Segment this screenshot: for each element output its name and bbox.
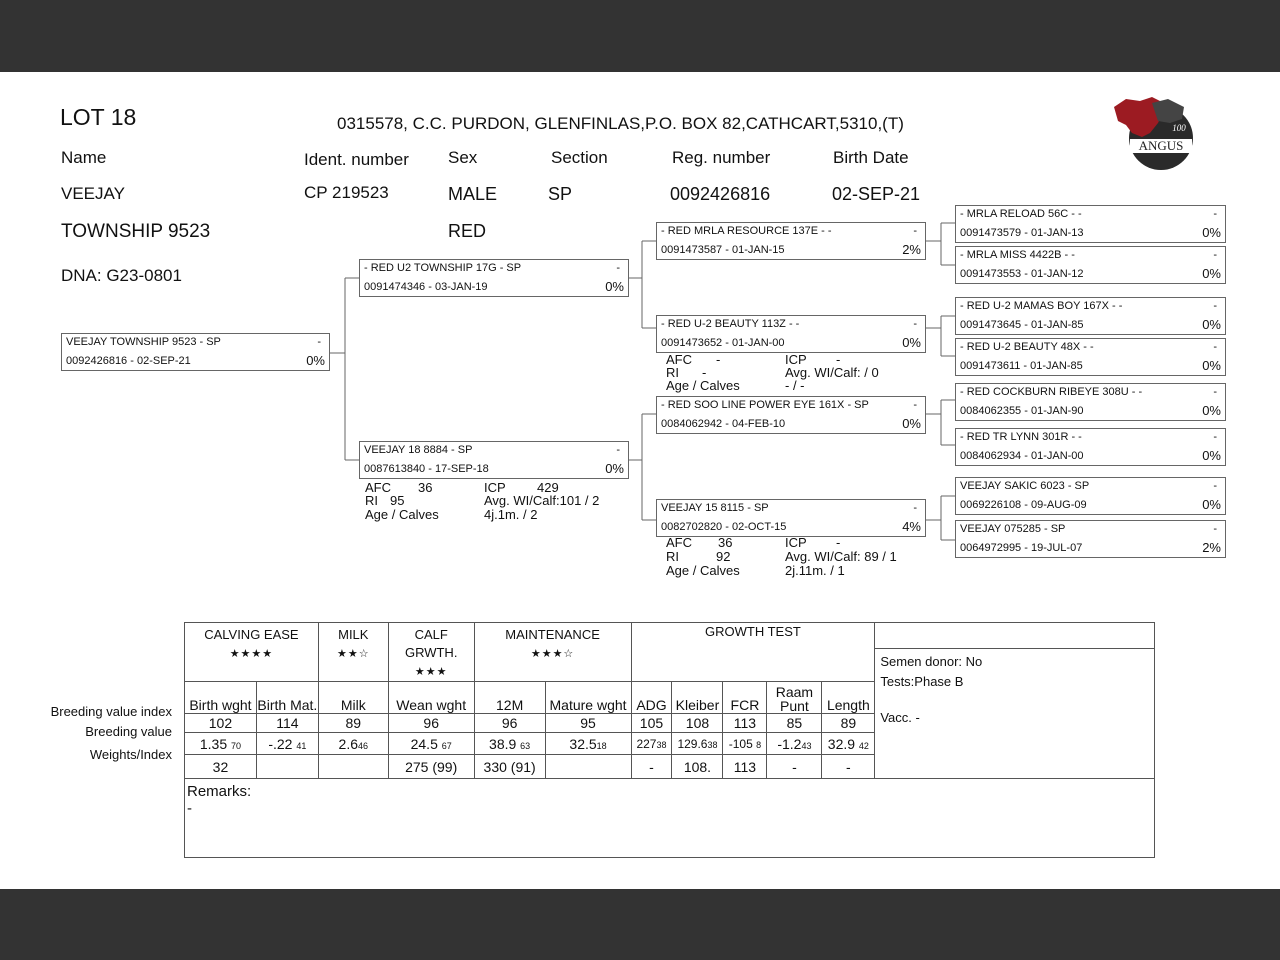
sire-box	[359, 259, 629, 297]
logo-number: 100	[1172, 123, 1186, 133]
dam-icp: 429	[537, 480, 559, 495]
gg-name: - MRLA MISS 4422B - -	[960, 249, 1075, 261]
dam-dam-box	[656, 499, 926, 537]
bv-accuracy: 70	[231, 740, 242, 751]
remarks-text: -	[187, 800, 192, 817]
ds-dash: -	[913, 399, 917, 411]
dd-icp: -	[836, 535, 841, 550]
gg-box-3	[955, 297, 1226, 335]
bv-accuracy: 41	[296, 740, 307, 751]
gg-pct: 0%	[1202, 317, 1221, 332]
value-cell	[767, 733, 822, 755]
ss-pct: 2%	[902, 242, 921, 257]
dd-name: VEEJAY 15 8115 - SP	[661, 502, 769, 514]
col-birth-mat: Birth Mat.	[256, 682, 318, 714]
animal-box-name: VEEJAY TOWNSHIP 9523 - SP	[66, 336, 221, 348]
gg-pct: 0%	[1202, 266, 1221, 281]
gg-pct: 0%	[1202, 403, 1221, 418]
gg-dash: -	[1213, 249, 1217, 261]
bv-accuracy: 43	[801, 740, 812, 751]
dd-ri-label: RI	[666, 549, 679, 564]
dam-ri-label: RI	[365, 493, 378, 508]
sd-afc: -	[716, 352, 721, 367]
dam-afc-label: AFC	[365, 480, 391, 495]
animal-box-pct: 0%	[306, 353, 325, 368]
bv-accuracy: 46	[358, 740, 369, 751]
weights-cell: -	[822, 755, 875, 779]
weights-cell: -	[767, 755, 822, 779]
weights-cell: 32	[185, 755, 257, 779]
gg-reg: 0091473553 - 01-JAN-12	[960, 268, 1084, 280]
gg-reg: 0084062934 - 01-JAN-00	[960, 450, 1084, 462]
gg-reg: 0069226108 - 09-AUG-09	[960, 499, 1087, 511]
bv-value: 24.5	[410, 735, 438, 752]
gg-pct: 0%	[1202, 358, 1221, 373]
bv-value: 38.9	[489, 735, 517, 752]
value-cell	[723, 733, 767, 755]
col-kleiber: Kleiber	[672, 682, 723, 714]
value-cell	[474, 733, 545, 755]
owner-info: 0315578, C.C. PURDON, GLENFINLAS,P.O. BOX 82,CATHCART,5310,(T)	[337, 114, 904, 133]
weights-cell: 113	[723, 755, 767, 779]
ds-reg: 0084062942 - 04-FEB-10	[661, 418, 786, 430]
gg-name: VEEJAY 075285 - SP	[960, 523, 1066, 535]
dam-reg: 0087613840 - 17-SEP-18	[364, 463, 489, 475]
bv-accuracy: 38	[707, 739, 718, 750]
name-label: Name	[61, 148, 107, 167]
remarks-label: Remarks:	[187, 783, 252, 800]
gg-box-4	[955, 338, 1226, 376]
index-cell: 114	[256, 714, 318, 733]
ds-name: - RED SOO LINE POWER EYE 161X - SP	[661, 399, 869, 411]
index-cell: 89	[318, 714, 388, 733]
col-fcr: FCR	[723, 682, 767, 714]
sd-avg: Avg. WI/Calf: / 0	[785, 365, 879, 380]
index-cell: 102	[185, 714, 257, 733]
sd-icp: -	[836, 352, 841, 367]
bv-value: -105	[728, 736, 753, 751]
value-cell	[822, 733, 875, 755]
lot-number: LOT 18	[60, 104, 137, 130]
bv-accuracy: 18	[596, 740, 607, 751]
dam-box	[359, 441, 629, 479]
color-value: RED	[448, 221, 487, 241]
bv-accuracy: 8	[756, 739, 762, 750]
dd-dash: -	[913, 502, 917, 514]
gg-pct: 2%	[1202, 540, 1221, 555]
group-growth-label: GROWTH TEST	[705, 624, 801, 639]
index-cell: 113	[723, 714, 767, 733]
gg-name: - MRLA RELOAD 56C - -	[960, 208, 1082, 220]
group-calving-label: CALVING EASE	[204, 627, 299, 642]
index-cell: 96	[474, 714, 545, 733]
sd-afc-label: AFC	[666, 352, 692, 367]
col-raam-punt: Raam Punt	[767, 682, 822, 714]
bv-value: 1.35	[199, 735, 228, 752]
gg-reg: 0091473579 - 01-JAN-13	[960, 227, 1084, 239]
section-value: SP	[548, 184, 573, 204]
value-cell	[185, 733, 257, 755]
gg-box-5	[955, 383, 1226, 421]
bv-value: 129.6	[677, 736, 708, 751]
col-adg: ADG	[631, 682, 672, 714]
dam-age: 4j.1m. / 2	[484, 507, 538, 522]
dd-avg: Avg. WI/Calf: 89 / 1	[785, 549, 897, 564]
group-calf-growth	[388, 623, 474, 682]
col-length: Length	[822, 682, 875, 714]
col-milk: Milk	[318, 682, 388, 714]
index-cell: 89	[822, 714, 875, 733]
sd-ri-label: RI	[666, 365, 679, 380]
section-label: Section	[551, 148, 608, 167]
dam-pct: 0%	[605, 461, 624, 476]
tests-info: Tests:Phase B	[880, 674, 964, 689]
ident-value: CP 219523	[304, 183, 389, 202]
side-info	[875, 623, 1155, 779]
gg-pct: 0%	[1202, 225, 1221, 240]
dd-age: 2j.11m. / 1	[785, 563, 845, 578]
dam-age-label: Age / Calves	[365, 507, 439, 522]
dd-icp-label: ICP	[785, 535, 807, 550]
birth-value: 02-SEP-21	[832, 184, 921, 204]
dd-pct: 4%	[902, 519, 921, 534]
group-maintenance	[474, 623, 631, 682]
animal-name-1: VEEJAY	[61, 184, 125, 203]
bv-accuracy: 38	[656, 739, 667, 750]
weights-cell: 330 (91)	[474, 755, 545, 779]
index-cell: 108	[672, 714, 723, 733]
breeding-value-table	[184, 622, 1155, 858]
reg-label: Reg. number	[672, 148, 771, 167]
remarks-cell	[185, 779, 1155, 858]
sire-pct: 0%	[605, 279, 624, 294]
dd-afc: 36	[718, 535, 733, 550]
ident-label: Ident. number	[304, 150, 409, 169]
animal-name-2: TOWNSHIP 9523	[61, 221, 211, 242]
maint-stars: ★★★☆	[530, 648, 575, 660]
col-12m: 12M	[474, 682, 545, 714]
sd-ri: -	[702, 365, 707, 380]
sd-icp-label: ICP	[785, 352, 807, 367]
logo-text: ANGUS	[1138, 138, 1184, 153]
dam-name: VEEJAY 18 8884 - SP	[364, 444, 473, 456]
ss-reg: 0091473587 - 01-JAN-15	[661, 244, 785, 256]
index-cell: 95	[545, 714, 631, 733]
sd-pct: 0%	[902, 335, 921, 350]
weights-cell	[545, 755, 631, 779]
group-calving-ease	[185, 623, 319, 682]
weights-cell	[318, 755, 388, 779]
bv-value: 32.5	[569, 735, 597, 752]
gg-reg: 0084062355 - 01-JAN-90	[960, 405, 1084, 417]
dam-afc: 36	[418, 480, 433, 495]
sire-dash: -	[616, 262, 620, 274]
col-mature-wght: Mature wght	[545, 682, 631, 714]
gg-box-2	[955, 246, 1226, 284]
gg-name: - RED U-2 BEAUTY 48X - -	[960, 341, 1094, 353]
gg-dash: -	[1213, 300, 1217, 312]
dd-afc-label: AFC	[666, 535, 692, 550]
gg-box-7	[955, 477, 1226, 515]
weights-cell: 275 (99)	[388, 755, 474, 779]
gg-pct: 0%	[1202, 448, 1221, 463]
value-cell	[545, 733, 631, 755]
milk-stars: ★★☆	[336, 648, 370, 660]
value-cell	[318, 733, 388, 755]
sd-name: - RED U-2 BEAUTY 113Z - -	[661, 318, 800, 330]
animal-box	[61, 333, 330, 371]
calving-stars: ★★★★	[229, 648, 274, 660]
index-cell: 96	[388, 714, 474, 733]
sire-dam-box	[656, 315, 926, 353]
sd-age-label: Age / Calves	[666, 378, 740, 393]
index-cell: 85	[767, 714, 822, 733]
gg-dash: -	[1213, 523, 1217, 535]
gg-reg: 0091473611 - 01-JAN-85	[960, 360, 1083, 372]
group-milk-label: MILK	[338, 627, 369, 642]
group-growth-test	[631, 623, 875, 682]
semen-donor: Semen donor: No	[880, 654, 983, 669]
gg-dash: -	[1213, 208, 1217, 220]
animal-box-reg: 0092426816 - 02-SEP-21	[66, 355, 191, 367]
bv-value: 227	[636, 736, 657, 751]
dd-ri: 92	[716, 549, 731, 564]
dd-age-label: Age / Calves	[666, 563, 740, 578]
bv-accuracy: 42	[858, 740, 869, 751]
dam-dash: -	[616, 444, 620, 456]
reg-value: 0092426816	[670, 184, 771, 204]
gg-box-1	[955, 205, 1226, 243]
gg-reg: 0091473645 - 01-JAN-85	[960, 319, 1084, 331]
vacc-info: Vacc. -	[880, 710, 920, 725]
row-label-value: Breeding value	[85, 724, 172, 739]
dd-reg: 0082702820 - 02-OCT-15	[661, 521, 787, 533]
index-cell: 105	[631, 714, 672, 733]
gg-box-8	[955, 520, 1226, 558]
value-cell	[256, 733, 318, 755]
dna-value: DNA: G23-0801	[61, 266, 182, 285]
gg-dash: -	[1213, 341, 1217, 353]
gg-box-6	[955, 428, 1226, 466]
gg-dash: -	[1213, 480, 1217, 492]
gg-dash: -	[1213, 386, 1217, 398]
bv-value: -1.2	[777, 735, 802, 752]
group-maint-label: MAINTENANCE	[505, 627, 600, 642]
col-birth-wght: Birth wght	[185, 682, 257, 714]
row-label-weights: Weights/Index	[89, 747, 172, 762]
value-cell	[631, 733, 672, 755]
col-wean-wght: Wean wght	[388, 682, 474, 714]
gg-name: - RED TR LYNN 301R - -	[960, 431, 1082, 443]
gg-name: - RED COCKBURN RIBEYE 308U - -	[960, 386, 1143, 398]
sire-name: - RED U2 TOWNSHIP 17G - SP	[364, 262, 522, 274]
sd-reg: 0091473652 - 01-JAN-00	[661, 337, 785, 349]
group-milk	[318, 623, 388, 682]
row-label-index: Breeding value index	[50, 704, 172, 719]
gg-name: - RED U-2 MAMAS BOY 167X - -	[960, 300, 1123, 312]
sd-dash: -	[913, 318, 917, 330]
bv-accuracy: 63	[520, 740, 531, 751]
dam-avg: Avg. WI/Calf:101 / 2	[484, 493, 600, 508]
gg-dash: -	[1213, 431, 1217, 443]
sd-age: - / -	[785, 378, 805, 393]
sire-reg: 0091474346 - 03-JAN-19	[364, 281, 488, 293]
gg-name: VEEJAY SAKIC 6023 - SP	[960, 480, 1090, 492]
weights-cell: 108.	[672, 755, 723, 779]
ss-name: - RED MRLA RESOURCE 137E - -	[661, 225, 832, 237]
sire-sire-box	[656, 222, 926, 260]
gg-pct: 0%	[1202, 497, 1221, 512]
bv-value: 2.6	[338, 735, 358, 752]
bv-value: 32.9	[827, 735, 856, 752]
ds-pct: 0%	[902, 416, 921, 431]
calf-stars: ★★★	[414, 666, 448, 678]
value-cell	[672, 733, 723, 755]
dam-ri: 95	[390, 493, 405, 508]
sex-label: Sex	[448, 148, 478, 167]
ss-dash: -	[913, 225, 917, 237]
birth-label: Birth Date	[833, 148, 909, 167]
weights-cell: -	[631, 755, 672, 779]
dam-icp-label: ICP	[484, 480, 506, 495]
animal-box-dash: -	[317, 336, 321, 348]
gg-reg: 0064972995 - 19-JUL-07	[960, 542, 1083, 554]
sex-value: MALE	[448, 184, 498, 204]
group-calf-label: CALF GRWTH.	[404, 627, 458, 660]
bv-value: -.22	[268, 735, 293, 752]
value-cell	[388, 733, 474, 755]
weights-cell	[256, 755, 318, 779]
bv-accuracy: 67	[441, 740, 452, 751]
dam-sire-box	[656, 396, 926, 434]
